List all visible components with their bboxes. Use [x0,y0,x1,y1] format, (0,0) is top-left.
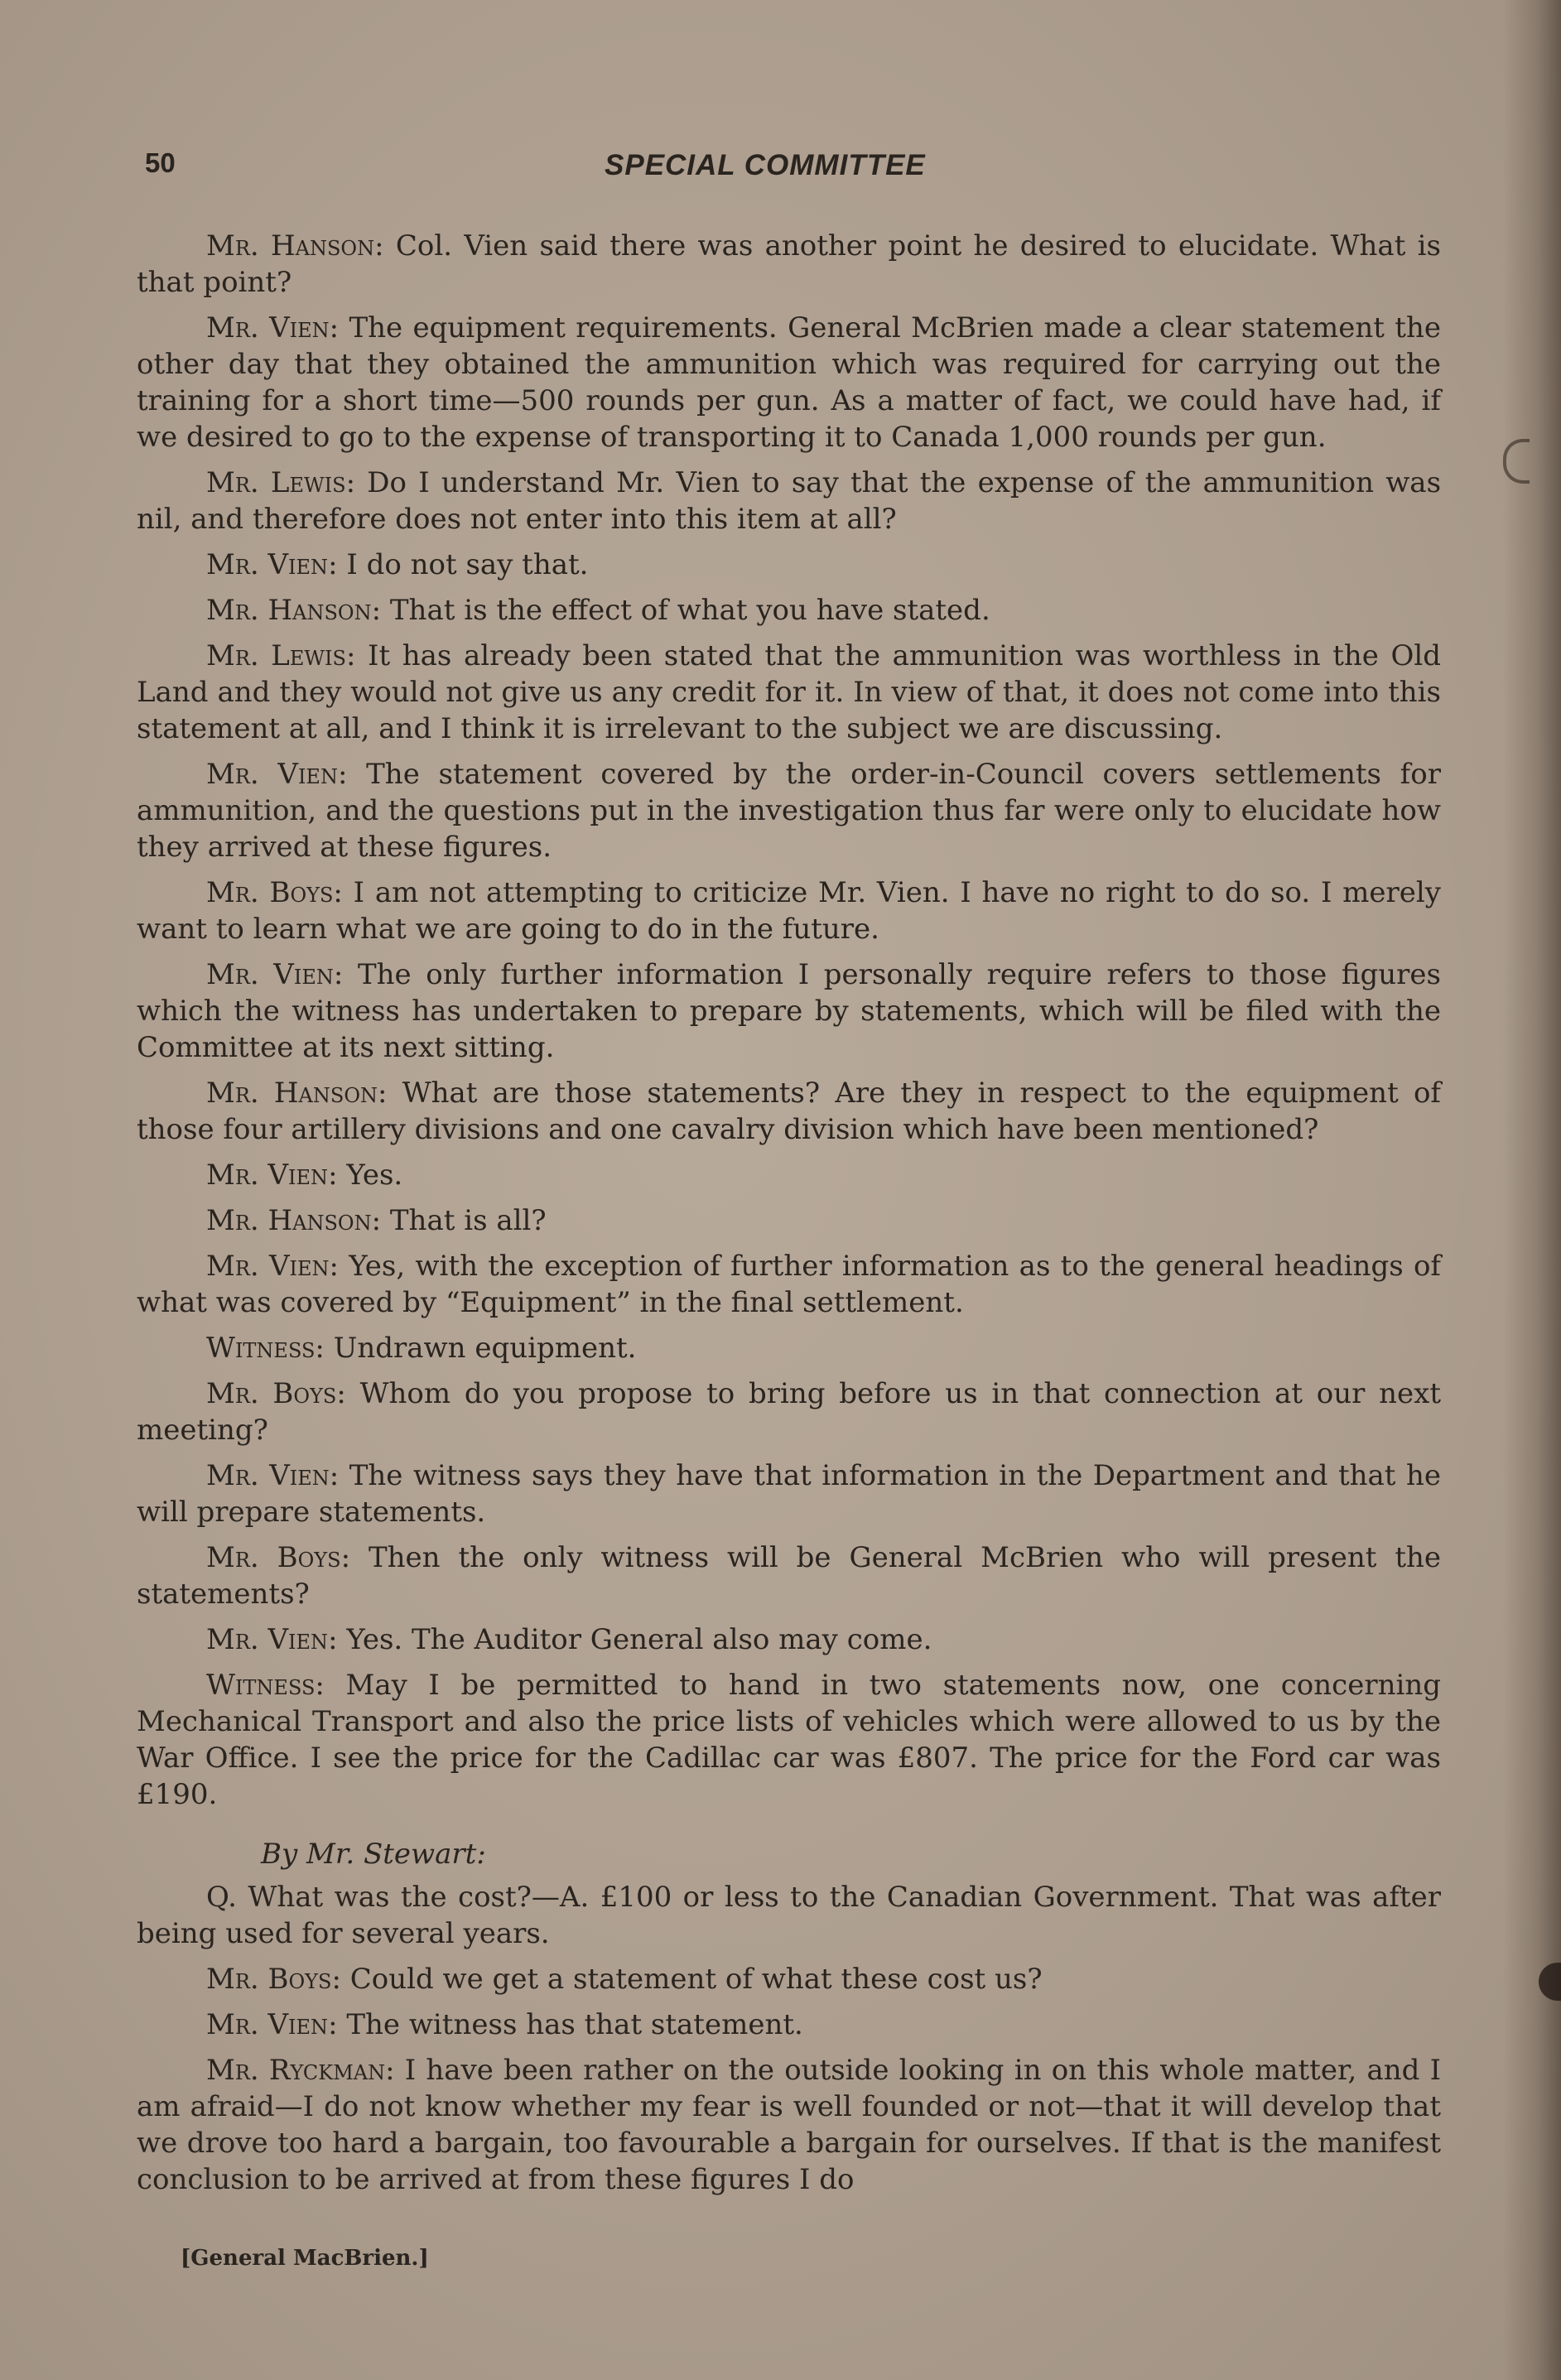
transcript-paragraph: Mr. Vien: Yes. [206,1159,403,1192]
speaker-name: Witness [206,1332,316,1365]
transcript-paragraph: Mr. Hanson: What are those statements? Are they in respect to the equipment of those four artillery divisions and one cavalry division which have been mentioned? [137,1077,1442,1146]
speaker-name: Mr. Boys [206,1541,341,1574]
speech-text: Undrawn equipment. [333,1332,637,1365]
transcript-paragraph: Mr. Lewis: It has already been stated that the ammunition was worthless in the Old Land and they would not give us any credit for it. In view of that, it does not come into this statement at all, and I think it is irrelevant to the subject we are discussing. [137,639,1442,745]
transcript-paragraph: Mr. Vien: The only further information I personally require refers to those figures which the witness has undertaken to prepare by statements, which will be filed with the Committee at its next sitting. [137,958,1441,1064]
transcript-paragraph: Mr. Hanson: Col. Vien said there was another point he desired to elucidate. What is that point? [137,229,1441,299]
transcript-paragraph: Witness: May I be permitted to hand in two statements now, one concerning Mechanical Transport and also the price lists of vehicles which were allowed to us by the War Office. I see the price for the Cadillac car was £807. The price for the Ford car was £190. [137,1669,1442,1811]
transcript-paragraph: Mr. Ryckman: I have been rather on the outside looking in on this whole matter, and I am afraid—I do not know whether my fear is well founded or not—that it will develop that we drove too hard a bargain, too favourable a bargain for ourselves. If that is the manifest conclusion to be arrived at from these figures I do [137,2054,1441,2196]
speaker-name: Mr. Boys [206,1963,332,1996]
speaker-name: Mr. Vien [206,311,330,344]
speaker-name: Mr. Lewis [206,639,346,672]
transcript-paragraph [137,1879,1441,1952]
speaker-name: Mr. Boys [206,876,334,909]
transcript-paragraph: Mr. Hanson: That is the effect of what you have stated. [206,594,990,627]
transcript-body [137,228,1441,2207]
speaker-name: Mr. Vien [206,958,334,991]
speaker-name: Mr. Boys [206,1377,337,1410]
transcript-paragraph: Mr. Lewis: Do I understand Mr. Vien to say that the expense of the ammunition was nil, and therefore does not enter into this item at all? [137,466,1442,536]
speaker-name: Mr. Hanson [206,594,372,627]
speaker-name: Mr. Hanson [206,1204,372,1237]
speech-text: What are those statements? Are they in respect to the equipment of those four artillery divisions and one cavalry division which have been mentioned? [137,1077,1442,1146]
speaker-name: Mr. Hanson [206,1077,378,1110]
transcript-paragraph: Mr. Boys: Whom do you propose to bring before us in that connection at our next meeting? [137,1377,1442,1447]
transcript-paragraph: Mr. Boys: Could we get a statement of what these cost us? [206,1963,1043,1996]
transcript-paragraph: Mr. Vien: Yes. The Auditor General also may come. [206,1623,932,1656]
speech-text: The witness has that statement. [346,2008,803,2041]
transcript-paragraph: Mr. Boys: Then the only witness will be General McBrien who will present the statements? [137,1541,1442,1611]
speech-text: Could we get a statement of what these cost us? [349,1963,1043,1996]
speech-text: I do not say that. [346,548,589,581]
speech-text: May I be permitted to hand in two statements now, one concerning Mechanical Transport and also the price lists of vehicles which were allowed to us by the War Office. I see the price for the Cadillac car was £807. The price for the Ford car was £190. [137,1669,1442,1811]
transcript-paragraph: Mr. Vien: The equipment requirements. General McBrien made a clear statement the other day that they obtained the ammunition which was required for carrying out the training for a short time—500 rounds per gun. As a matter of fact, we could have had, if we desired to go to the expense of transporting it to Canada 1,000 rounds per gun. [137,311,1441,454]
speaker-name: Witness [206,1669,316,1702]
paragraph-list [137,228,1441,2198]
transcript-paragraph: Mr. Boys: I am not attempting to criticize Mr. Vien. I have no right to do so. I merely want to learn what we are going to do in the future. [137,876,1442,946]
page-number: 50 [145,147,176,178]
speaker-name: Mr. Hanson [206,229,375,263]
speech-text: That is the effect of what you have stated. [389,594,990,627]
speech-text: The witness says they have that information in the Department and that he will prepare statements. [137,1459,1442,1529]
speech-text: I am not attempting to criticize Mr. Vien. I have no right to do so. I merely want to learn what we are going to do in the future. [137,876,1442,946]
transcript-paragraph: Mr. Hanson: That is all? [206,1204,547,1237]
speaker-name: Mr. Vien [206,548,329,581]
transcript-paragraph: Mr. Vien: The witness has that statement. [206,2008,803,2041]
speaker-name: Mr. Lewis [206,466,346,499]
speech-text: Yes. The Auditor General also may come. [346,1623,932,1656]
page-edge-shadow [1503,0,1561,2380]
transcript-paragraph: Mr. Vien: The witness says they have that information in the Department and that he will prepare statements. [137,1459,1442,1529]
transcript-paragraph: Mr. Vien: The statement covered by the order-in-Council covers settlements for ammunition, and the questions put in the investigation thus far were only to elucidate how they arrived at these figures. [137,758,1441,864]
speaker-name: Mr. Vien [206,1459,330,1492]
running-head: SPECIAL COMMITTEE [605,149,926,181]
examiner-subheading: By Mr. Stewart: [261,1838,486,1871]
speech-text: I have been rather on the outside looking in on this whole matter, and I am afraid—I do not know whether my fear is well founded or not—that it will develop that we drove too hard a bargain, too favourable a bargain for ourselves. If that is the manifest conclusion to be arrived at from these figures I do [137,2054,1441,2196]
transcript-paragraph: Witness: Undrawn equipment. [206,1332,637,1365]
footer-witness-note: [General MacBrien.] [181,2246,429,2271]
speech-text: Do I understand Mr. Vien to say that the expense of the ammunition was nil, and therefore does not enter into this item at all? [137,466,1442,536]
speaker-name: Mr. Vien [206,1623,329,1656]
speaker-name: Mr. Vien [206,1250,330,1283]
speech-text: Col. Vien said there was another point he desired to elucidate. What is that point? [137,229,1441,299]
speech-text: Yes, with the exception of further information as to the general headings of what was covered by “Equipment” in the final settlement. [137,1250,1441,1319]
speaker-name: Mr. Vien [206,2008,329,2041]
speaker-name: Mr. Vien [206,1159,329,1192]
speaker-name: Mr. Vien [206,758,338,791]
speech-text: Then the only witness will be General McBrien who will present the statements? [137,1541,1442,1611]
speech-text: That is all? [389,1204,547,1237]
speech-text: Whom do you propose to bring before us in that connection at our next meeting? [137,1377,1442,1447]
speaker-name: Mr. Ryckman [206,2054,386,2087]
speech-text: The statement covered by the order-in-Council covers settlements for ammunition, and the questions put in the investigation thus far were only to elucidate how they arrived at these figures. [137,758,1441,864]
speech-text: The only further information I personally require refers to those figures which the witness has undertaken to prepare by statements, which will be filed with the Committee at its next sitting. [137,958,1441,1064]
speech-text: The equipment requirements. General McBrien made a clear statement the other day that they obtained the ammunition which was required for carrying out the training for a short time—500 rounds per gun. As a matter of fact, we could have had, if we desired to go to the expense of transporting it to Canada 1,000 rounds per gun. [137,311,1441,454]
speech-text: Q. What was the cost?—A. £100 or less to the Canadian Government. That was after being used for several years. [137,1881,1441,1950]
transcript-paragraph: Mr. Vien: I do not say that. [206,548,589,581]
speech-text: Yes. [346,1159,403,1192]
speech-text: It has already been stated that the ammunition was worthless in the Old Land and they would not give us any credit for it. In view of that, it does not come into this statement at all, and I think it is irrelevant to the subject we are discussing. [137,639,1442,745]
transcript-paragraph: Mr. Vien: Yes, with the exception of further information as to the general headings of what was covered by “Equipment” in the final settlement. [137,1250,1441,1319]
